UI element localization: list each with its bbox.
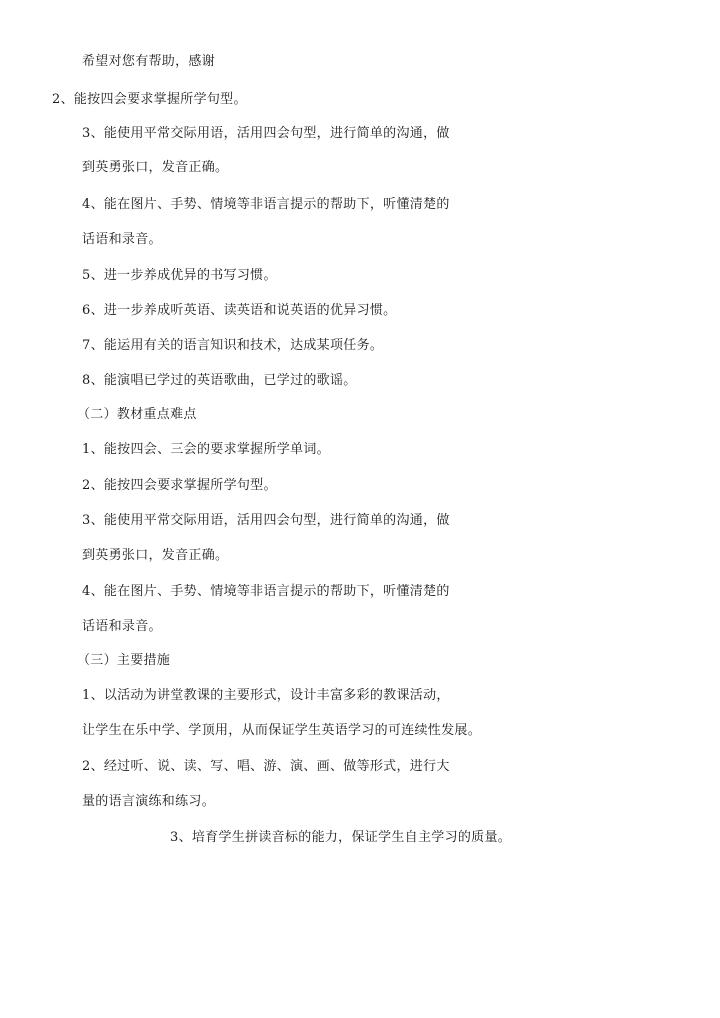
text-line: 5、进一步养成优异的书写习惯。 [82, 268, 277, 283]
text-line: 4、能在图片、手势、情境等非语言提示的帮助下，听懂清楚的 [82, 197, 450, 212]
text-line: 2、经过听、说、读、写、唱、游、演、画、做等形式，进行大 [82, 759, 450, 774]
section-heading: （三）主要措施 [77, 653, 171, 668]
text-line: 1、以活动为讲堂教课的主要形式，设计丰富多彩的教课活动， [82, 688, 450, 703]
text-line: 3、能使用平常交际用语，活用四会句型，进行简单的沟通，做 [82, 126, 450, 141]
text-line: 到英勇张口，发音正确。 [82, 548, 229, 563]
text-line: 希望对您有帮助，感谢 [82, 54, 216, 69]
text-line: 2、能按四会要求掌握所学句型。 [82, 478, 277, 493]
text-line: 3、培育学生拼读音标的能力，保证学生自主学习的质量。 [170, 830, 512, 845]
section-heading: （二）教材重点难点 [77, 407, 197, 422]
text-line: 6、进一步养成听英语、读英语和说英语的优异习惯。 [82, 303, 397, 318]
text-line: 话语和录音。 [82, 232, 162, 247]
text-line: 8、能演唱已学过的英语歌曲，已学过的歌谣。 [82, 373, 357, 388]
text-line: 3、能使用平常交际用语，活用四会句型，进行简单的沟通，做 [82, 513, 450, 528]
text-line: 1、能按四会、三会的要求掌握所学单词。 [82, 442, 330, 457]
text-line: 到英勇张口，发音正确。 [82, 160, 229, 175]
text-line: 2、能按四会要求掌握所学句型。 [52, 92, 247, 107]
text-line: 量的语言演练和练习。 [82, 794, 216, 809]
text-line: 4、能在图片、手势、情境等非语言提示的帮助下，听懂清楚的 [82, 584, 450, 599]
text-line: 话语和录音。 [82, 619, 162, 634]
text-line: 7、能运用有关的语言知识和技术，达成某项任务。 [82, 338, 384, 353]
text-line: 让学生在乐中学、学顶用，从而保证学生英语学习的可连续性发展。 [82, 723, 482, 738]
